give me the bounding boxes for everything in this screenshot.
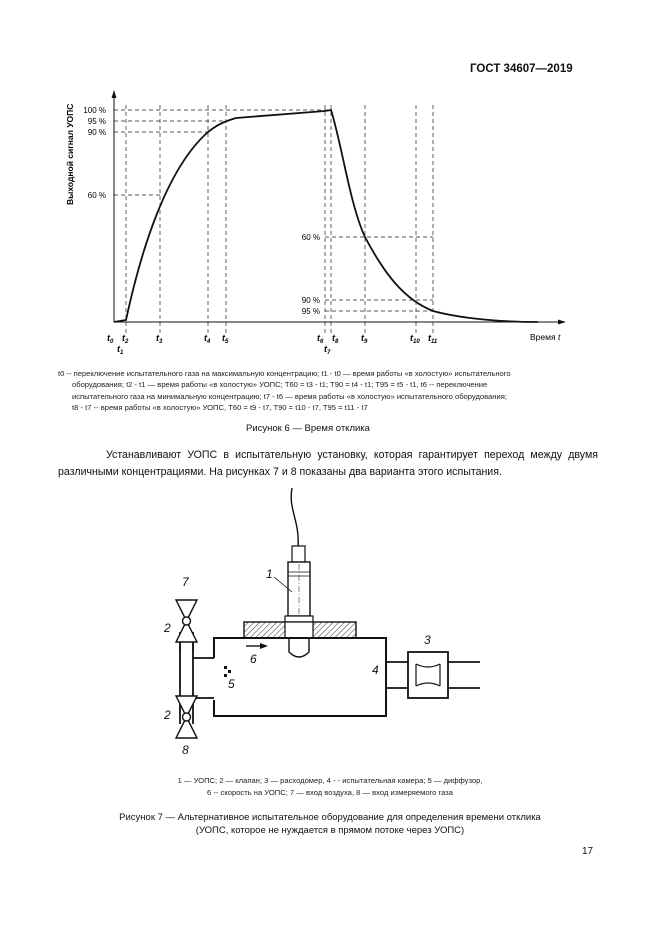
y-axis-arrow	[112, 90, 117, 98]
figure7-legend	[120, 775, 540, 798]
caption-line: (УОПС, которое не нуждается в прямом потоке через УОПС)	[195, 824, 465, 836]
page-number: 17	[582, 846, 594, 857]
label-sensor: 1	[266, 567, 273, 581]
legend-line: 1 — УОПС; 2 — клапан; 3 — расходомер, 4 - - испытательная камера; 5 — диффузор,	[177, 776, 483, 785]
flowmeter	[408, 652, 448, 698]
y-tick-label: 90 %	[87, 128, 106, 137]
y-tick-label: 100 %	[83, 106, 106, 115]
label-air-inlet: 7	[182, 575, 189, 589]
time-tick-label: $t_8$	[332, 333, 339, 345]
time-tick-label: $t_5$	[222, 333, 229, 345]
document-code: ГОСТ 34607—2019	[470, 63, 573, 75]
fall-level-label: 60 %	[301, 233, 320, 242]
x-axis-label: Время t	[530, 332, 561, 342]
time-tick-label: $t_6$	[317, 333, 324, 345]
legend-line: испытательного газа на минимальную концентрацию; t7 - t6 — время работы «в холостую» испытательного оборудования;	[72, 391, 507, 401]
response-curve	[114, 110, 538, 322]
fall-level-label: 95 %	[301, 307, 320, 316]
label-velocity: 6	[250, 652, 257, 666]
label-chamber: 4	[372, 663, 379, 677]
figure7-caption	[70, 812, 590, 837]
response-time-chart	[0, 0, 661, 365]
legend-line: оборудования; t2 - t1 — время работы «в холостую» УОПС; T60 = t3 - t1; T90 = t4 - t1; T95 = t5 - t1, t6 -- переключение	[72, 380, 488, 390]
time-tick-label: $t_0$	[107, 333, 114, 345]
fall-level-lines	[325, 237, 433, 311]
x-axis-arrow	[558, 320, 566, 325]
sensor-tip	[289, 638, 309, 657]
time-tick-label: $t_{10}$	[410, 333, 420, 345]
outlet-pipe	[386, 662, 408, 688]
legend-line: t8 - t7 -- время работы «в холостую» УОПС, T60 = t9 - t7, T90 = t10 - t7, T95 = t11 - t7	[72, 402, 368, 412]
label-valve-bottom: 2	[164, 708, 171, 722]
legend-line: t0 -- переключение испытательного газа на максимальную концентрацию; t1 - t0 — время работы «в холостую» испытательного	[58, 369, 511, 378]
label-diffuser: 5	[228, 677, 235, 691]
time-marker-lines	[126, 105, 433, 334]
caption-line: Рисунок 7 — Альтернативное испытательное оборудование для определения времени отклика	[119, 812, 541, 823]
time-tick-label: $t_{11}$	[428, 333, 438, 345]
time-tick-label: $t_2$	[122, 333, 129, 345]
label-valve-top: 2	[164, 621, 171, 635]
time-tick-label: $t_9$	[361, 333, 368, 345]
figure6-caption: Рисунок 6 — Время отклика	[246, 423, 370, 434]
sensor-cable	[291, 488, 298, 548]
figure6-legend	[58, 368, 618, 413]
legend-line: 6 -- скорость на УОПС; 7 — вход воздуха, 8 — вход измеряемого газа	[207, 787, 453, 797]
diffuser	[224, 666, 231, 677]
time-tick-label: $t_7$	[324, 344, 331, 356]
inlet-pipe	[193, 658, 214, 698]
time-tick-label: $t_3$	[156, 333, 163, 345]
time-tick-label: $t_4$	[204, 333, 211, 345]
time-tick-label: $t_1$	[117, 344, 124, 356]
y-tick-label: 95 %	[87, 117, 106, 126]
label-gas-inlet: 8	[182, 743, 189, 757]
sensor-connector	[292, 546, 305, 562]
time-tick-labels	[107, 333, 438, 356]
y-axis-label: Выходной сигнал УОПС	[65, 103, 75, 205]
body-paragraph: Устанавливают УОПС в испытательную установку, которая гарантирует переход между двумя различными концентрациями. На рисунках 7 и 8 показаны два варианта этого испытания.	[58, 449, 598, 478]
label-flowmeter: 3	[424, 633, 431, 647]
y-tick-label: 60 %	[87, 191, 106, 200]
test-equipment-diagram	[0, 480, 661, 770]
fall-level-label: 90 %	[301, 296, 320, 305]
